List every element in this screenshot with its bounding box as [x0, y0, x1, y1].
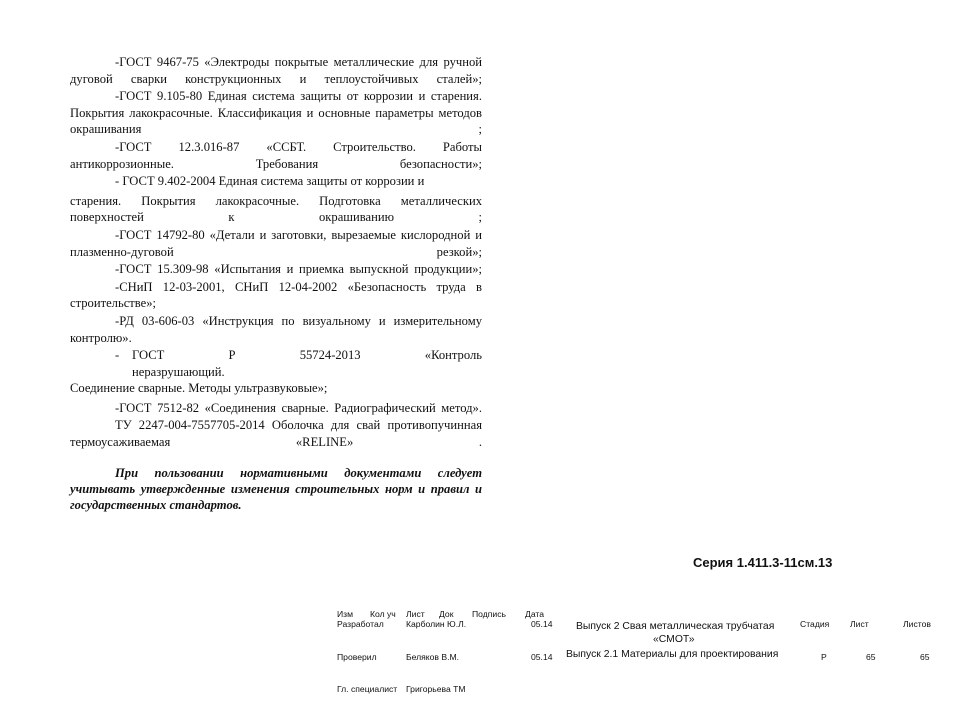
role-developer: Разработал [337, 619, 384, 629]
ref-item: -РД 03-606-03 «Инструкция по визуальному и измерительному контролю». [70, 313, 482, 345]
header-kol-uch: Кол уч [370, 609, 396, 619]
role-chief-specialist: Гл. специалист [337, 684, 398, 694]
note-paragraph: При пользовании нормативными документами следует учитывать утвержденные изменения строительных норм и правил и государственных стандартов. [70, 465, 482, 513]
header-data: Дата [525, 609, 545, 619]
ref-item: -ГОСТ 9.105-80 Единая система защиты от коррозии и старения. Покрытия лакокрасочные. Классификация и основные параметры методов окрашивания ; [70, 89, 482, 137]
name-chief-specialist: Григорьева ТМ [406, 684, 466, 694]
bullet-word: ГОСТ [132, 348, 165, 363]
name-developer: Карболин Ю.Л. [406, 619, 467, 629]
header-podpis: Подпись [472, 609, 507, 619]
ref-item: -ГОСТ 12.3.016-87 «ССБТ. Строительство. Работы антикоррозионные. Требования безопасности»; [70, 139, 482, 171]
ref-item: -СНиП 12-03-2001, СНиП 12-04-2002 «Безопасность труда в строительстве»; [70, 279, 482, 311]
date-checker: 05.14 [531, 652, 553, 662]
ref-item: -ГОСТ 7512-82 «Соединения сварные. Радиографический метод». [115, 400, 482, 415]
ref-item: -ГОСТ 15.309-98 «Испытания и приемка выпускной продукции»; [115, 262, 482, 277]
role-checker: Проверил [337, 652, 377, 662]
sheets-value: 65 [920, 652, 930, 662]
bullet-word: Р [228, 348, 236, 363]
issue-title-2: «СМОТ» [653, 634, 695, 645]
stage-value: Р [821, 652, 827, 662]
series-number: Серия 1.411.3-11см.13 [693, 555, 833, 570]
ref-item-gost-r [70, 347, 482, 380]
date-developer: 05.14 [531, 619, 553, 629]
header-sheets: Листов [903, 619, 931, 629]
sheet-value: 65 [866, 652, 876, 662]
header-dok: Док [439, 609, 454, 619]
bullet-line: неразрушающий. [132, 364, 225, 379]
ref-item-continuation: старения. Покрытия лакокрасочные. Подготовка металлических поверхностей к окрашиванию ; [70, 193, 482, 225]
issue-title: Выпуск 2 Свая металлическая трубчатая [576, 621, 775, 632]
issue-subtitle: Выпуск 2.1 Материалы для проектирования [566, 649, 779, 660]
ref-item: -ГОСТ 14792-80 «Детали и заготовки, вырезаемые кислородной и плазменно-дуговой резкой»; [70, 227, 482, 259]
document-body [70, 54, 482, 526]
name-checker: Беляков В.М. [406, 652, 460, 662]
ref-item: ТУ 2247-004-7557705-2014 Оболочка для свай противопучинная термоусаживаемая «RELINE» . [70, 418, 482, 450]
bullet-dash: - [115, 348, 120, 363]
header-izm: Изм [337, 609, 354, 619]
bullet-word: 55724-2013 [299, 348, 361, 363]
header-list: Лист [406, 609, 425, 619]
ref-item: -ГОСТ 9467-75 «Электроды покрытые металлические для ручной дуговой сварки конструкционных и теплоустойчивых сталей»; [70, 55, 482, 86]
ref-item: - ГОСТ 9.402-2004 Единая система защиты от коррозии и [115, 174, 425, 189]
header-stage: Стадия [800, 619, 830, 629]
header-sheet: Лист [850, 619, 869, 629]
bullet-word: «Контроль [424, 348, 482, 363]
ref-item-continuation: Соединение сварные. Методы ультразвуковые»; [70, 381, 328, 396]
